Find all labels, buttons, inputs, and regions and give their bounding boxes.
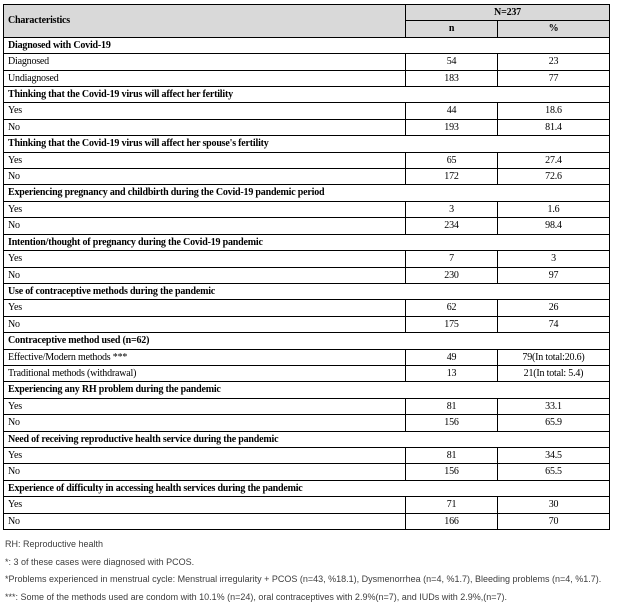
footnote-methods-used: ***: Some of the methods used are condom with 10.1% (n=24), oral contraceptives with 2.9%(n=7), and IUDs with 2.9%,(n=7).	[5, 591, 508, 602]
section-row	[4, 480, 610, 496]
row-label: No	[4, 218, 406, 234]
row-percent-value: 65.9	[498, 415, 610, 431]
row-percent-value: 30	[498, 497, 610, 513]
row-n-value: 7	[406, 251, 498, 267]
section-title-intention-of-pregnancy: Intention/thought of pregnancy during the Covid-19 pandemic	[4, 234, 610, 250]
section-row	[4, 234, 610, 250]
row-n-value: 49	[406, 349, 498, 365]
section-row	[4, 87, 610, 103]
table-row	[4, 349, 610, 365]
row-percent-value: 70	[498, 513, 610, 529]
row-percent-value: 79(In total:20.6)	[498, 349, 610, 365]
row-n-value: 44	[406, 103, 498, 119]
section-row	[4, 185, 610, 201]
row-n-value: 175	[406, 316, 498, 332]
row-n-value: 71	[406, 497, 498, 513]
row-n-value: 13	[406, 365, 498, 381]
row-n-value: 54	[406, 54, 498, 70]
table-row	[4, 119, 610, 135]
section-title-rh-problem: Experiencing any RH problem during the pandemic	[4, 382, 610, 398]
table-header-row-1	[4, 5, 610, 21]
section-row	[4, 333, 610, 349]
row-percent-value: 23	[498, 54, 610, 70]
row-percent-value: 3	[498, 251, 610, 267]
section-title-contraceptive-method-used: Contraceptive method used (n=62)	[4, 333, 610, 349]
row-n-value: 81	[406, 447, 498, 463]
footnotes	[5, 539, 631, 609]
table-row	[4, 464, 610, 480]
table-row	[4, 415, 610, 431]
row-n-value: 230	[406, 267, 498, 283]
row-percent-value: 21(In total: 5.4)	[498, 365, 610, 381]
row-n-value: 81	[406, 398, 498, 414]
characteristics-table	[3, 4, 610, 530]
section-title-affect-her-fertility: Thinking that the Covid-19 virus will affect her fertility	[4, 87, 610, 103]
row-n-value: 193	[406, 119, 498, 135]
table-row	[4, 54, 610, 70]
table-row	[4, 497, 610, 513]
row-percent-value: 81.4	[498, 119, 610, 135]
section-row	[4, 136, 610, 152]
row-percent-value: 77	[498, 70, 610, 86]
table-row	[4, 447, 610, 463]
row-percent-value: 34.5	[498, 447, 610, 463]
footnote-pcos-cases: *: 3 of these cases were diagnosed with PCOS.	[5, 556, 195, 567]
section-title-pregnancy-childbirth-pandemic: Experiencing pregnancy and childbirth during the Covid-19 pandemic period	[4, 185, 610, 201]
row-n-value: 65	[406, 152, 498, 168]
row-percent-value: 65.5	[498, 464, 610, 480]
table-row	[4, 201, 610, 217]
row-label: No	[4, 415, 406, 431]
characteristics-table-container	[3, 4, 609, 530]
row-label: No	[4, 169, 406, 185]
table-row	[4, 152, 610, 168]
row-label: Yes	[4, 103, 406, 119]
row-label: Yes	[4, 201, 406, 217]
row-label: No	[4, 316, 406, 332]
table-row	[4, 218, 610, 234]
section-row	[4, 283, 610, 299]
row-label: Yes	[4, 300, 406, 316]
row-label: Yes	[4, 447, 406, 463]
row-label: No	[4, 267, 406, 283]
section-title-affect-spouse-fertility: Thinking that the Covid-19 virus will affect her spouse's fertility	[4, 136, 610, 152]
row-percent-value: 18.6	[498, 103, 610, 119]
table-row	[4, 513, 610, 529]
row-label: Diagnosed	[4, 54, 406, 70]
row-label: Effective/Modern methods ***	[4, 349, 406, 365]
section-title-need-rh-service: Need of receiving reproductive health service during the pandemic	[4, 431, 610, 447]
row-label: Yes	[4, 398, 406, 414]
row-label: No	[4, 464, 406, 480]
row-n-value: 183	[406, 70, 498, 86]
row-n-value: 62	[406, 300, 498, 316]
row-percent-value: 98.4	[498, 218, 610, 234]
row-label: Yes	[4, 251, 406, 267]
table-row	[4, 251, 610, 267]
column-header-percent: %	[498, 21, 610, 37]
table-row	[4, 70, 610, 86]
section-title-use-of-contraceptive-methods: Use of contraceptive methods during the pandemic	[4, 283, 610, 299]
table-row	[4, 267, 610, 283]
row-n-value: 3	[406, 201, 498, 217]
row-n-value: 166	[406, 513, 498, 529]
row-percent-value: 33.1	[498, 398, 610, 414]
table-row	[4, 103, 610, 119]
row-n-value: 172	[406, 169, 498, 185]
section-row	[4, 37, 610, 53]
row-percent-value: 97	[498, 267, 610, 283]
row-label: No	[4, 513, 406, 529]
row-percent-value: 1.6	[498, 201, 610, 217]
table-row	[4, 300, 610, 316]
row-label: No	[4, 119, 406, 135]
column-header-n-total: N=237	[406, 5, 610, 21]
section-title-diagnosed-with-covid19: Diagnosed with Covid-19	[4, 37, 610, 53]
table-row	[4, 316, 610, 332]
row-n-value: 234	[406, 218, 498, 234]
table-row	[4, 398, 610, 414]
section-title-difficulty-accessing-services: Experience of difficulty in accessing health services during the pandemic	[4, 480, 610, 496]
column-header-n: n	[406, 21, 498, 37]
row-percent-value: 72.6	[498, 169, 610, 185]
row-label: Undiagnosed	[4, 70, 406, 86]
section-row	[4, 431, 610, 447]
section-row	[4, 382, 610, 398]
row-label: Traditional methods (withdrawal)	[4, 365, 406, 381]
table-row	[4, 169, 610, 185]
row-percent-value: 27.4	[498, 152, 610, 168]
column-header-characteristics: Characteristics	[4, 5, 406, 38]
footnote-rh-definition: RH: Reproductive health	[5, 539, 104, 549]
row-n-value: 156	[406, 464, 498, 480]
table-row	[4, 365, 610, 381]
row-n-value: 156	[406, 415, 498, 431]
row-label: Yes	[4, 497, 406, 513]
row-label: Yes	[4, 152, 406, 168]
footnote-menstrual-problems: *Problems experienced in menstrual cycle: Menstrual irregularity + PCOS (n=43, %18.1), Dysmenorrhea (n=4, %1.7), Bleeding problems (n=4, %1.7).	[5, 574, 602, 584]
row-percent-value: 74	[498, 316, 610, 332]
row-percent-value: 26	[498, 300, 610, 316]
